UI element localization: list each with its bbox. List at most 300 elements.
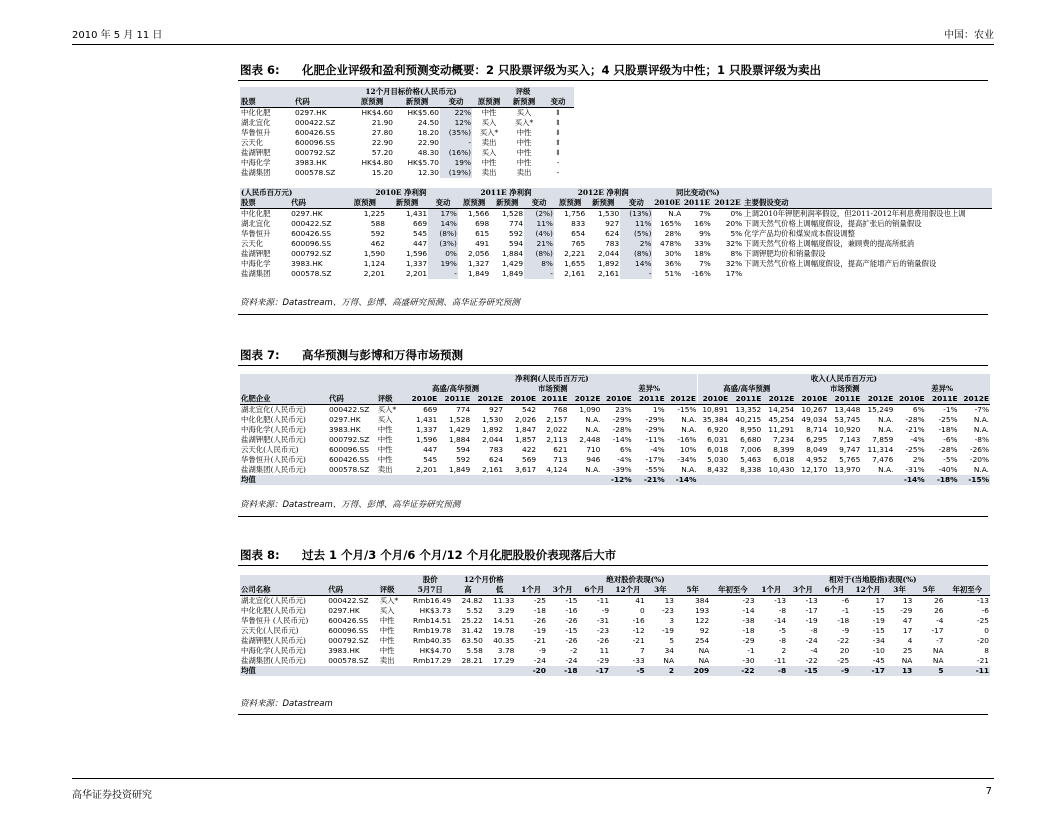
- table-cell: 中性: [516, 148, 532, 158]
- table-cell: -21%: [905, 425, 925, 435]
- average-value: -17: [850, 666, 886, 676]
- table-cell: 中性: [377, 425, 393, 435]
- table-cell: 542: [522, 405, 537, 415]
- column-header: 主要假设变动: [743, 198, 992, 209]
- table-cell: 1,596: [416, 435, 438, 445]
- table-cell: 3983.HK: [295, 158, 327, 168]
- table-row: [240, 249, 992, 259]
- table-cell: 000422.SZ: [328, 405, 370, 415]
- table-cell: 1%: [652, 405, 665, 415]
- table-cell: 1,884: [501, 249, 524, 259]
- table-cell: -25: [976, 616, 989, 626]
- table-cell: Rmb19.78: [412, 626, 452, 636]
- table-cell: 1,857: [514, 435, 537, 445]
- table-cell: 中性: [379, 626, 395, 636]
- table-cell: 10,920: [834, 425, 861, 435]
- table-cell: -: [556, 168, 560, 178]
- table-cell: 669: [413, 219, 428, 229]
- group-header: 2012E 净利润: [554, 188, 653, 198]
- table-cell: 34: [664, 646, 675, 656]
- table-cell: 买入*: [379, 596, 399, 606]
- table-cell: 422: [522, 445, 537, 455]
- fig6-title-text: 化肥企业评级和盈利预测变动概要：2 只股票评级为买入；4 只股票评级为中性；1 只股票评级为卖出: [302, 63, 822, 77]
- table-cell: 1,429: [501, 259, 524, 269]
- table-row: [240, 158, 574, 168]
- column-header: 新预测: [386, 198, 428, 209]
- table-cell: 1,892: [481, 425, 504, 435]
- table-cell: 0: [639, 606, 645, 616]
- table-cell: 53,745: [834, 415, 861, 425]
- header-row: [240, 188, 992, 198]
- table-cell: 588: [370, 219, 385, 229]
- table-cell: 713: [553, 455, 568, 465]
- table-cell: -29: [900, 606, 913, 616]
- table-cell: 000422.SZ: [328, 596, 369, 606]
- table-cell: 1,530: [598, 209, 620, 219]
- table-cell: -28%: [612, 425, 632, 435]
- table-cell: 华鲁恒升(人民币元): [241, 455, 306, 465]
- table-cell: 4,952: [806, 455, 828, 465]
- column-header: 12个月: [850, 585, 886, 596]
- table-cell: 1,337: [416, 425, 438, 435]
- column-header: 2011E: [683, 198, 711, 208]
- table-cell: 8: [984, 646, 989, 656]
- column-header: 代码: [327, 585, 379, 596]
- column-header: 变动: [428, 198, 458, 209]
- average-value: -11: [945, 666, 990, 676]
- table-cell: 卖出: [481, 168, 497, 178]
- table-cell: 33%: [694, 239, 711, 249]
- column-header: 公司名称: [240, 585, 327, 596]
- table-cell: 盐湖集团(人民币元): [241, 656, 306, 666]
- sub-header: 高盛/高华预测: [697, 384, 795, 394]
- table-cell: 594: [456, 445, 471, 455]
- column-header: 变动: [524, 198, 554, 209]
- table-cell: -34: [872, 636, 885, 646]
- column-header: 1个月: [515, 585, 547, 596]
- table-cell: (4%): [524, 229, 554, 239]
- table-cell: -9: [841, 626, 850, 636]
- table-cell: -26: [565, 636, 578, 646]
- table-cell: 2,056: [468, 249, 490, 259]
- table-cell: 669: [423, 405, 438, 415]
- column-header: 2010E: [654, 198, 681, 208]
- table-cell: 中海化学(人民币元): [241, 646, 306, 656]
- table-cell: 478%: [660, 239, 682, 249]
- table-cell: 买入*: [514, 118, 534, 128]
- table-cell: 12,170: [801, 465, 828, 475]
- table-cell: -2: [570, 646, 578, 656]
- table-cell: 14.51: [493, 616, 515, 626]
- table-cell: 0297.HK: [328, 606, 360, 616]
- sub-header: 差异%: [894, 384, 990, 394]
- table-cell: 中化化肥(人民币元): [241, 606, 306, 616]
- table-cell: 193: [695, 606, 710, 616]
- table-cell: 1,327: [468, 259, 490, 269]
- table-cell: 600096.SS: [295, 138, 335, 148]
- table-cell: -4: [810, 646, 818, 656]
- table-cell: N.A.: [973, 425, 989, 435]
- header-divider: [72, 44, 994, 45]
- table-cell: -17: [931, 626, 944, 636]
- table-cell: 1,431: [405, 209, 428, 219]
- table-cell: 35,384: [702, 415, 729, 425]
- table-cell: 中性: [481, 158, 497, 168]
- table-cell: -4%: [650, 445, 665, 455]
- column-header: 新预测: [490, 198, 524, 209]
- table-row: [240, 435, 990, 445]
- table-cell: 92: [699, 626, 710, 636]
- table-cell: 783: [489, 445, 504, 455]
- table-cell: 6,680: [740, 435, 762, 445]
- table-cell: 中化化肥: [241, 108, 271, 118]
- table-cell: 783: [605, 239, 620, 249]
- table-cell: 化学产品均价和煤炭成本假设调整: [744, 229, 856, 239]
- table-cell: 21%: [524, 239, 554, 249]
- fig6-source: 资料来源：Datastream、万得、彭博、高盛研究预测、高华证券研究预测: [240, 298, 520, 308]
- group-header: 同比变动(%): [652, 188, 743, 198]
- fig8-title-text: 过去 1 个月/3 个月/6 个月/12 个月化肥股股价表现落后大市: [302, 548, 617, 562]
- table-row: [240, 239, 992, 249]
- report-section: 中国：农业: [944, 30, 994, 41]
- table-cell: 1,847: [514, 425, 537, 435]
- fig7-forecast-table: [240, 374, 990, 485]
- table-cell: 2,044: [481, 435, 504, 445]
- table-cell: -28%: [905, 415, 925, 425]
- column-header: 年初至今: [710, 585, 755, 596]
- table-cell: 21.90: [371, 118, 393, 128]
- table-cell: N.A.: [973, 465, 989, 475]
- table-cell: -15: [565, 596, 578, 606]
- table-cell: 384: [695, 596, 710, 606]
- table-cell: 买入: [481, 148, 497, 158]
- table-cell: 594: [509, 239, 524, 249]
- table-cell: 14,254: [768, 405, 795, 415]
- table-cell: 165%: [660, 219, 682, 229]
- column-header: 3个月: [547, 585, 579, 596]
- table-cell: -31: [597, 616, 610, 626]
- table-cell: -9: [601, 606, 610, 616]
- table-cell: 云天化: [241, 138, 264, 148]
- table-cell: 3983.HK: [328, 646, 360, 656]
- average-value: -14%: [666, 475, 698, 485]
- table-cell: -25%: [938, 415, 958, 425]
- table-cell: 774: [509, 219, 524, 229]
- table-cell: 中海化学: [241, 259, 271, 269]
- table-cell: 26: [934, 606, 944, 616]
- fig6-rating-table: [240, 87, 574, 178]
- table-cell: 1,566: [468, 209, 490, 219]
- average-value: 209: [675, 666, 710, 676]
- table-cell: 7%: [699, 259, 711, 269]
- table-cell: 6,018: [707, 445, 729, 455]
- table-cell: NA: [663, 656, 675, 666]
- column-header: 2012E: [471, 394, 504, 405]
- table-cell: 57.20: [371, 148, 393, 158]
- table-cell: 5,463: [740, 455, 762, 465]
- table-cell: 7: [639, 646, 645, 656]
- header-row: [240, 87, 574, 97]
- table-cell: 774: [456, 405, 471, 415]
- table-cell: 中性: [379, 646, 395, 656]
- table-row: [240, 415, 990, 425]
- column-header: 2010E: [407, 394, 438, 405]
- table-cell: 6,920: [707, 425, 729, 435]
- table-cell: NA: [932, 656, 944, 666]
- table-cell: HK$3.73: [419, 606, 452, 616]
- table-cell: 615: [475, 229, 490, 239]
- column-header: 12个月: [610, 585, 646, 596]
- table-cell: -5%: [943, 455, 958, 465]
- table-cell: N.A.: [681, 415, 697, 425]
- table-cell: -6: [981, 606, 989, 616]
- table-cell: 1,124: [363, 259, 385, 269]
- table-cell: 中海化学: [241, 158, 271, 168]
- table-row: [240, 405, 990, 416]
- table-cell: 1,431: [416, 415, 438, 425]
- table-cell: -22: [837, 636, 850, 646]
- table-cell: 2,022: [546, 425, 568, 435]
- table-cell: NA: [901, 656, 913, 666]
- table-cell: 8,338: [740, 465, 762, 475]
- table-cell: 2: [781, 646, 787, 656]
- table-cell: 8%: [524, 259, 554, 269]
- table-cell: 2,201: [405, 269, 428, 279]
- table-cell: 买入: [516, 108, 532, 118]
- table-cell: 盐湖钾肥(人民币元): [241, 435, 306, 445]
- table-cell: 18%: [694, 249, 711, 259]
- column-header: 5年: [913, 585, 944, 596]
- table-cell: 768: [553, 405, 568, 415]
- average-value: -8: [756, 666, 788, 676]
- table-cell: 000578.SZ: [328, 656, 369, 666]
- table-cell: HK$5.60: [407, 108, 439, 118]
- group-header: 相对于(当地股指)表现(%): [756, 575, 990, 585]
- table-cell: 中性: [377, 435, 393, 445]
- fig7-title-text: 高华预测与彭博和万得市场预测: [302, 348, 463, 362]
- table-cell: 9,747: [839, 445, 861, 455]
- table-cell: 654: [571, 229, 586, 239]
- table-row: [240, 626, 990, 636]
- table-cell: -28%: [938, 445, 958, 455]
- average-value: 5: [913, 666, 944, 676]
- table-cell: -9: [538, 646, 546, 656]
- table-cell: 3.29: [497, 606, 515, 616]
- table-cell: 600096.SS: [328, 626, 369, 636]
- table-row: [240, 259, 992, 269]
- column-header: 2011E: [828, 394, 861, 405]
- table-cell: 中性: [481, 108, 497, 118]
- table-cell: 927: [605, 219, 620, 229]
- column-header: 股票: [240, 97, 294, 108]
- table-cell: NA: [698, 646, 710, 656]
- column-header: 评级: [377, 394, 407, 405]
- table-cell: 3.78: [497, 646, 515, 656]
- table-cell: 30%: [664, 249, 682, 259]
- table-cell: -: [556, 158, 560, 168]
- table-cell: 25: [902, 646, 913, 656]
- table-cell: -20%: [969, 455, 989, 465]
- table-cell: 2,201: [416, 465, 438, 475]
- table-cell: -19: [533, 626, 546, 636]
- table-cell: 14%: [428, 219, 458, 229]
- table-cell: 624: [489, 455, 504, 465]
- table-cell: -29%: [645, 425, 665, 435]
- table-row: [240, 646, 990, 656]
- table-cell: 卖出: [481, 138, 497, 148]
- table-cell: -12: [632, 626, 645, 636]
- group-header: 评级: [472, 87, 574, 97]
- table-cell: 48.30: [417, 148, 439, 158]
- table-cell: 12.30: [417, 168, 439, 178]
- table-cell: 湖北宜化: [241, 219, 271, 229]
- table-cell: 盐湖集团(人民币元): [241, 465, 306, 475]
- table-cell: -4%: [910, 435, 925, 445]
- table-cell: 0: [984, 626, 989, 636]
- table-cell: 云天化(人民币元): [241, 445, 299, 455]
- table-cell: 中海化学(人民币元): [241, 425, 306, 435]
- header-row: [240, 394, 990, 405]
- table-cell: 000792.SZ: [295, 148, 336, 158]
- table-cell: 11,291: [768, 425, 795, 435]
- table-cell: 15,249: [867, 405, 894, 415]
- table-cell: -11: [597, 596, 610, 606]
- table-cell: 698: [475, 219, 490, 229]
- table-cell: 22.90: [371, 138, 393, 148]
- table-cell: -29: [742, 636, 755, 646]
- table-cell: (19%): [440, 168, 472, 178]
- table-cell: 710: [586, 445, 601, 455]
- table-cell: 10%: [680, 445, 697, 455]
- fig6-title: [240, 62, 821, 78]
- column-header: 3年: [646, 585, 675, 596]
- table-cell: 1,530: [481, 415, 504, 425]
- table-cell: 6%: [912, 405, 925, 415]
- table-cell: 28%: [664, 229, 682, 239]
- table-row: [240, 656, 990, 666]
- table-cell: 买入: [481, 118, 497, 128]
- table-cell: Rmb40.35: [412, 636, 452, 646]
- table-cell: -1%: [943, 405, 958, 415]
- table-cell: 000578.SZ: [291, 269, 332, 279]
- table-cell: 1,849: [449, 465, 471, 475]
- table-cell: N.A.: [681, 425, 697, 435]
- table-cell: 49,034: [801, 415, 828, 425]
- table-row: [240, 168, 574, 178]
- table-cell: 6,018: [773, 455, 795, 465]
- table-cell: 447: [423, 445, 438, 455]
- table-cell: 2,026: [514, 415, 537, 425]
- table-cell: HK$4.80: [361, 158, 393, 168]
- table-cell: HK$4.60: [361, 108, 393, 118]
- table-cell: 7,006: [740, 445, 762, 455]
- table-cell: 1,090: [579, 405, 601, 415]
- table-cell: -: [440, 138, 472, 148]
- table-row: [240, 455, 990, 465]
- table-cell: -16: [632, 616, 645, 626]
- fig7-top-rule: [238, 365, 988, 366]
- fig6-label: 图表 6:: [240, 63, 280, 77]
- table-cell: 569: [522, 455, 537, 465]
- table-cell: 2,201: [363, 269, 385, 279]
- column-header: 2011E: [729, 394, 762, 405]
- table-cell: 中性: [516, 138, 532, 148]
- table-cell: ⇑: [554, 108, 562, 118]
- table-cell: 18.20: [417, 128, 439, 138]
- table-cell: 15.20: [371, 168, 393, 178]
- table-cell: 2%: [912, 455, 925, 465]
- table-cell: 17: [875, 596, 885, 606]
- table-cell: 13,448: [834, 405, 861, 415]
- table-cell: 765: [571, 239, 586, 249]
- column-header: 5年: [675, 585, 710, 596]
- table-cell: 592: [370, 229, 385, 239]
- table-cell: -10: [872, 646, 885, 656]
- table-cell: (16%): [440, 148, 472, 158]
- table-cell: 40.35: [493, 636, 515, 646]
- table-cell: 1,337: [405, 259, 428, 269]
- table-cell: -11%: [645, 435, 665, 445]
- table-cell: 5,030: [707, 455, 729, 465]
- table-cell: 6%: [619, 445, 632, 455]
- table-cell: 卖出: [377, 465, 393, 475]
- group-header: 2010E 净利润: [344, 188, 458, 198]
- table-cell: 盐湖钾肥(人民币元): [241, 636, 306, 646]
- table-cell: ⇑: [554, 118, 562, 128]
- table-cell: NA: [698, 656, 710, 666]
- table-cell: -19: [661, 626, 675, 636]
- table-cell: -23: [661, 606, 675, 616]
- table-cell: -6: [841, 596, 850, 606]
- table-cell: 19%: [428, 259, 458, 269]
- table-cell: 8%: [730, 249, 743, 259]
- fig8-performance-table: [240, 575, 990, 676]
- table-cell: 122: [695, 616, 710, 626]
- table-cell: 13: [664, 596, 675, 606]
- table-cell: 12%: [440, 118, 472, 128]
- table-cell: 卖出: [379, 656, 395, 666]
- table-cell: -29%: [612, 415, 632, 425]
- table-cell: 7,859: [872, 435, 894, 445]
- fig6-bottom-rule: [238, 314, 988, 315]
- table-cell: -15: [872, 626, 885, 636]
- average-value: -15: [787, 666, 819, 676]
- table-row: [240, 128, 574, 138]
- table-cell: -16%: [677, 435, 697, 445]
- column-header: 2011E: [438, 394, 471, 405]
- column-header: 代码: [328, 394, 377, 405]
- table-cell: -19: [805, 616, 818, 626]
- column-header: 低: [484, 585, 516, 596]
- table-cell: 卖出: [516, 168, 532, 178]
- table-cell: -21: [632, 636, 645, 646]
- table-cell: 中性: [516, 158, 532, 168]
- table-cell: 927: [489, 405, 504, 415]
- table-cell: 买入*: [377, 405, 397, 415]
- table-cell: 1,849: [501, 269, 524, 279]
- table-cell: 0297.HK: [295, 108, 327, 118]
- column-header: 2011E: [537, 394, 568, 405]
- table-cell: 545: [413, 229, 428, 239]
- table-row: [240, 138, 574, 148]
- table-cell: 湖北宜化: [241, 118, 271, 128]
- table-cell: -38: [742, 616, 755, 626]
- average-label: 均值: [240, 666, 408, 676]
- table-cell: ⇓: [554, 148, 562, 158]
- table-cell: 40,215: [735, 415, 762, 425]
- table-cell: 7,143: [839, 435, 861, 445]
- table-cell: 000792.SZ: [328, 636, 369, 646]
